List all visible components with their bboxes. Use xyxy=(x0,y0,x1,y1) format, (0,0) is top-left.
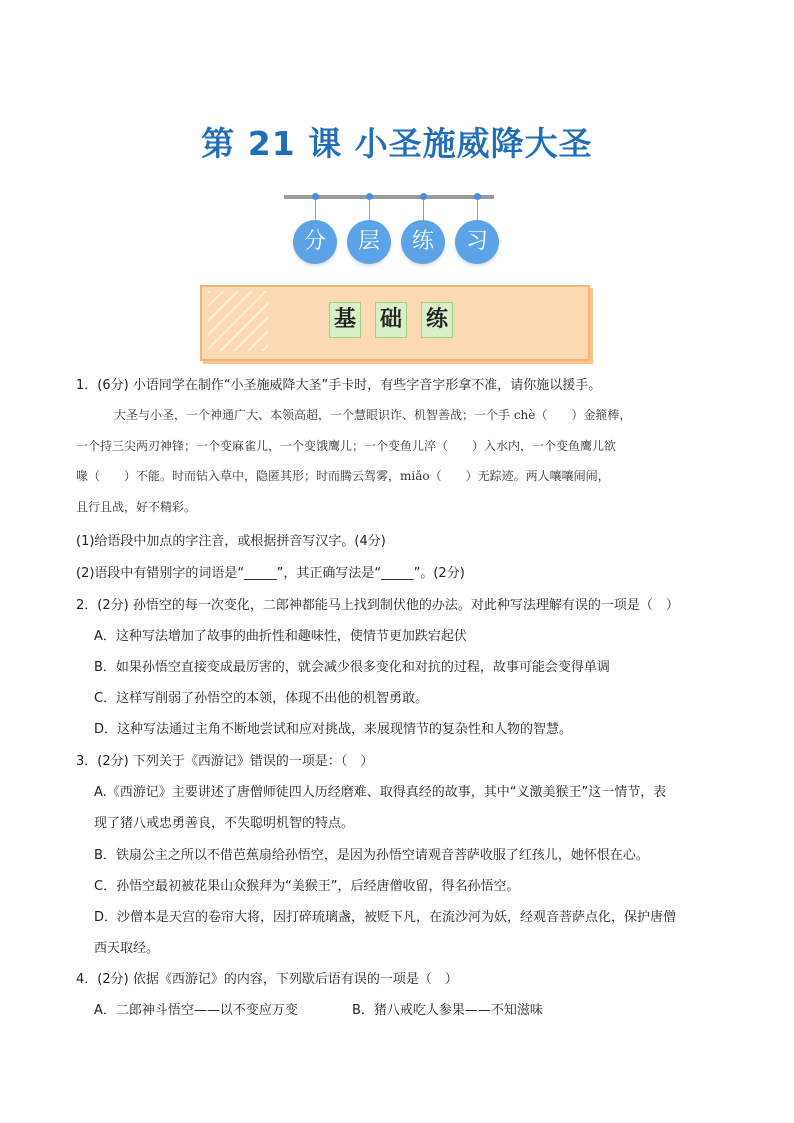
banner-stripes xyxy=(208,291,268,351)
q2-stem: 2．(2分) 孙悟空的每一次变化，二郎神都能马上找到制伏他的办法。对此种写法理解有误的一项是（ ） xyxy=(76,598,679,613)
q2-option-c: C．这样写削弱了孙悟空的本领，体现不出他的机智勇敢。 xyxy=(94,691,429,706)
q4-option-b: B．猪八戒吃人参果——不知滋味 xyxy=(352,1003,543,1018)
q2-option-b: B．如果孙悟空直接变成最厉害的，就会减少很多变化和对抗的过程，故事可能会变得单调 xyxy=(94,660,610,675)
q1-passage-line: 大圣与小圣，一个神通广大、本领高超，一个慧眼识诈、机智善战；一个手 chè（ ）金箍棒， xyxy=(114,408,632,422)
q1-passage-line: 且行且战，好不精彩。 xyxy=(76,500,197,514)
q3-option-d: D．沙僧本是天宫的卷帘大将，因打碎琉璃盏，被贬下凡，在流沙河为妖，经观音菩萨点化，保护唐僧 xyxy=(94,910,677,925)
q3-option-a-cont: 现了猪八戒忠勇善良，不失聪明机智的特点。 xyxy=(94,816,355,831)
q2-option-a: A．这种写法增加了故事的曲折性和趣味性，使情节更加跌宕起伏 xyxy=(94,629,467,644)
hanging-string xyxy=(423,199,424,221)
q1-passage-line: 喙（ ）不能。时而钻入草中，隐匿其形；时而腾云驾雾，miǎo（ ）无踪迹。两人嚷嚷闹闹， xyxy=(76,469,610,483)
hanging-string xyxy=(369,199,370,221)
banner-char-1: 基 xyxy=(329,302,361,338)
q1-passage-line: 一个持三尖两刃神锋；一个变麻雀儿，一个变饿鹰儿；一个变鱼儿淬（ ）入水内，一个变鱼鹰儿欲 xyxy=(76,439,617,453)
section-bubble-3: 练 xyxy=(401,220,445,264)
q4-stem: 4．(2分) 依据《西游记》的内容，下列歇后语有误的一项是（ ） xyxy=(76,972,458,987)
q3-option-d-cont: 西天取经。 xyxy=(94,941,160,956)
section-bubble-1: 分 xyxy=(293,220,337,264)
hanging-string xyxy=(315,199,316,221)
banner-char-2: 础 xyxy=(375,302,407,338)
q2-option-d: D．这种写法通过主角不断地尝试和应对挑战，来展现情节的复杂性和人物的智慧。 xyxy=(94,722,573,737)
q3-option-a: A.《西游记》主要讲述了唐僧师徒四人历经磨难、取得真经的故事，其中“义激美猴王”这一情节，表 xyxy=(94,785,667,800)
banner-char-3: 练 xyxy=(421,302,453,338)
page-title: 第 21 课 小圣施威降大圣 xyxy=(201,124,593,163)
q3-stem: 3．(2分) 下列关于《西游记》错误的一项是：（ ） xyxy=(76,754,374,769)
hanging-string xyxy=(477,199,478,221)
q1-sub2: (2)语段中有错别字的词语是“_____”，其正确写法是“_____”。(2分) xyxy=(76,566,465,581)
q3-option-b: B．铁扇公主之所以不借芭蕉扇给孙悟空，是因为孙悟空请观音菩萨收服了红孩儿，她怀恨在心。 xyxy=(94,848,649,863)
section-bubble-4: 习 xyxy=(455,220,499,264)
q1-sub1: (1)给语段中加点的字注音，或根据拼音写汉字。(4分) xyxy=(76,534,386,549)
q3-option-c: C．孙悟空最初被花果山众猴拜为“美猴王”，后经唐僧收留，得名孙悟空。 xyxy=(94,879,520,894)
q1-stem: 1．(6分) 小语同学在制作“小圣施威降大圣”手卡时，有些字音字形拿不准，请你施以援手。 xyxy=(76,378,602,393)
section-bubble-2: 层 xyxy=(347,220,391,264)
q4-option-a: A．二郎神斗悟空——以不变应万变 xyxy=(94,1003,298,1018)
